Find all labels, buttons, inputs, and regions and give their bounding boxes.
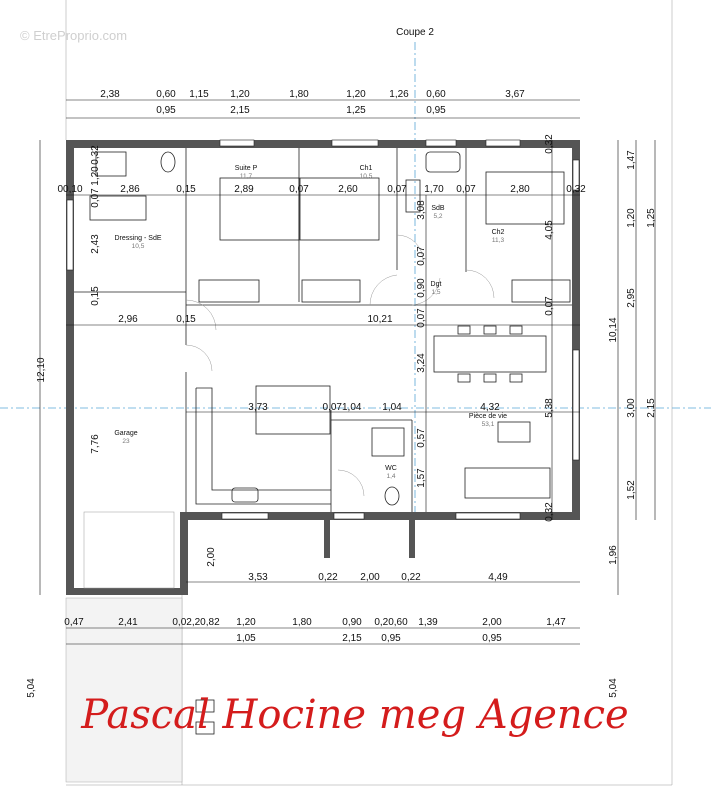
bottom-dim: 1,05 (236, 633, 256, 644)
top-dim: 1,25 (346, 105, 366, 116)
wall-entry-left (324, 512, 330, 558)
site-watermark: © EtreProprio.com (20, 28, 128, 43)
room-name: Dressing - SdE (114, 235, 162, 242)
interior-dim: 0,07 (289, 184, 309, 195)
sofa (465, 468, 550, 498)
coffee-table (498, 422, 530, 442)
room-area: 23 (122, 438, 130, 445)
bottom-dim: 1,20 (236, 617, 256, 628)
room-area: 10,5 (359, 173, 373, 180)
bottom-dim: 0,90 (342, 617, 362, 628)
garage-door-area (84, 512, 174, 588)
top-dim: 1,26 (389, 89, 409, 100)
wardrobe (302, 280, 360, 302)
top-dim: 3,67 (505, 89, 525, 100)
top-dim: 1,15 (189, 89, 209, 100)
window (67, 200, 73, 270)
interior-dim: 1,04 (382, 402, 402, 413)
interior-dim: 0,07 (456, 184, 476, 195)
interior-dim: 2,80 (510, 184, 530, 195)
room-area: 5,2 (433, 213, 443, 220)
chair (484, 374, 496, 382)
window (456, 513, 520, 519)
inner-dim: 0,57 (416, 428, 427, 448)
right-dim: 5,04 (608, 678, 619, 698)
right-dim: 1,96 (608, 545, 619, 565)
window (220, 140, 254, 146)
bottom-dim: 1,80 (292, 617, 312, 628)
window (486, 140, 520, 146)
top-dim: 1,20 (230, 89, 250, 100)
room-name: Ch1 (359, 165, 373, 172)
interior-dim: 0,15 (176, 314, 196, 325)
door-swing (370, 275, 397, 305)
bed (220, 178, 299, 240)
wc-toilet (385, 487, 399, 505)
room-name: Suite P (234, 165, 258, 172)
door-swing (186, 345, 212, 371)
left-dim: 0,07 (90, 188, 101, 208)
bottom-dim: 1,47 (546, 617, 566, 628)
interior-dim: 2,60 (338, 184, 358, 195)
right-inner-dim: 0,32 (544, 502, 555, 522)
chair (484, 326, 496, 334)
window (573, 350, 579, 460)
chair (510, 374, 522, 382)
top-dim: 0,60 (156, 89, 176, 100)
top-dim: 2,38 (100, 89, 120, 100)
top-dim: 1,20 (346, 89, 366, 100)
bottom-dim: 1,39 (418, 617, 438, 628)
chair (510, 326, 522, 334)
left-dim: 12,10 (36, 357, 47, 383)
wall-east (572, 140, 580, 520)
right-dim: 2,15 (646, 398, 657, 418)
left-dim: 2,43 (90, 234, 101, 254)
inner-dim: 1,57 (416, 468, 427, 488)
top-dim: 0,60 (426, 89, 446, 100)
room-area: 53,1 (481, 421, 495, 428)
inner-dim: 0,90 (416, 278, 427, 298)
left-dim: 1,20 (90, 166, 101, 186)
bottom-dim: 2,15 (342, 633, 362, 644)
interior-dim: 3,73 (248, 402, 268, 413)
chair (458, 326, 470, 334)
room-name: Garage (114, 430, 138, 437)
dining-table (434, 336, 546, 372)
right-inner-dim: 0,07 (544, 296, 555, 316)
interior-dim: 4,32 (480, 402, 500, 413)
section-label: Coupe 2 (396, 27, 434, 38)
inner-dim: 3,08 (416, 200, 427, 220)
wall-entry-right (409, 512, 415, 558)
left-dim: 2,00 (206, 547, 217, 567)
interior-dim: 00,10 (57, 184, 83, 195)
window (222, 513, 268, 519)
room-area: 1,5 (431, 289, 441, 296)
right-dim: 10,14 (608, 317, 619, 343)
top-dim: 2,15 (230, 105, 250, 116)
wall-garage-south (66, 588, 186, 595)
bottom-dim: 0,95 (381, 633, 401, 644)
interior-dim: 2,96 (118, 314, 138, 325)
wall-garage-east (180, 512, 188, 595)
interior-dim: 0,071,04 (322, 402, 362, 413)
room-area: 11,3 (491, 237, 505, 244)
room-name: Pièce de vie (468, 413, 508, 420)
right-dim: 1,20 (626, 208, 637, 228)
inner-dim: 0,07 (416, 246, 427, 266)
bottom-dim: 0,02,20,82 (172, 617, 220, 628)
bottom-dim: 2,00 (482, 617, 502, 628)
chair (458, 374, 470, 382)
bottom-dim: 0,20,60 (374, 617, 408, 628)
interior-dim: 2,89 (234, 184, 254, 195)
left-dim: 0,15 (90, 286, 101, 306)
wc-hand-basin (372, 428, 404, 456)
door-swing (338, 470, 364, 496)
window (334, 513, 364, 519)
left-dim: 5,04 (26, 678, 37, 698)
left-dim: 0,32 (90, 145, 101, 165)
room-name: WC (385, 465, 397, 472)
inner-dim: 3,24 (416, 353, 427, 373)
window (426, 140, 456, 146)
exterior-dim: 2,00 (360, 572, 380, 583)
top-dim: 1,80 (289, 89, 309, 100)
bathtub (426, 152, 460, 172)
right-inner-dim: 0,32 (544, 134, 555, 154)
wardrobe (199, 280, 259, 302)
top-dim: 0,95 (156, 105, 176, 116)
window (332, 140, 378, 146)
interior-dim: 10,21 (367, 314, 393, 325)
room-name: Ch2 (491, 229, 505, 236)
interior-dim: 0,07 (387, 184, 407, 195)
bottom-dim: 2,41 (118, 617, 138, 628)
right-dim: 1,25 (646, 208, 657, 228)
exterior-dim: 0,22 (401, 572, 421, 583)
room-area: 1,4 (386, 473, 396, 480)
exterior-dim: 3,53 (248, 572, 268, 583)
bottom-dim: 0,95 (482, 633, 502, 644)
room-area: 11,7 (239, 173, 253, 180)
room-name: SdB (431, 205, 445, 212)
right-dim: 1,47 (626, 150, 637, 170)
right-inner-dim: 5,38 (544, 398, 555, 418)
door-swing (466, 270, 494, 298)
exterior-dim: 4,49 (488, 572, 508, 583)
inner-dim: 0,07 (416, 308, 427, 328)
room-area: 10,5 (131, 243, 145, 250)
top-dim: 0,95 (426, 105, 446, 116)
left-dim: 7,76 (90, 434, 101, 454)
agency-watermark: Pascal Hocine meg Agence (81, 692, 629, 738)
right-dim: 2,95 (626, 288, 637, 308)
interior-dim: 1,70 (424, 184, 444, 195)
bottom-dim: 0,47 (64, 617, 84, 628)
room-name: Dgt (430, 281, 442, 288)
interior-dim: 0,32 (566, 184, 586, 195)
right-dim: 3,00 (626, 398, 637, 418)
interior-dim: 0,15 (176, 184, 196, 195)
right-dim: 1,52 (626, 480, 637, 500)
exterior-dim: 0,22 (318, 572, 338, 583)
interior-dim: 2,86 (120, 184, 140, 195)
toilet (161, 152, 175, 172)
wardrobe (512, 280, 570, 302)
right-inner-dim: 4,05 (544, 220, 555, 240)
